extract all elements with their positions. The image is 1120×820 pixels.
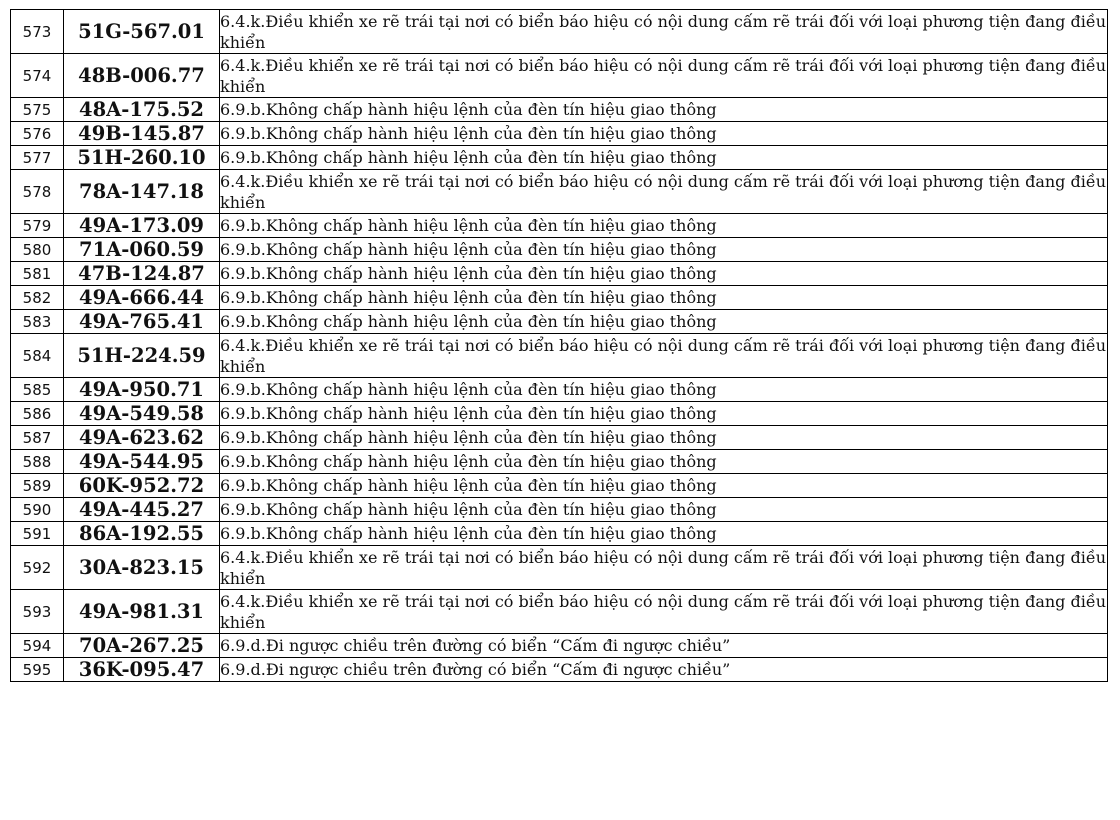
violation-description: 6.4.k.Điều khiển xe rẽ trái tại nơi có biển báo hiệu có nội dung cấm rẽ trái đối với loại phương tiện đang điều khiển xyxy=(220,591,1106,632)
license-plate: 49A-173.09 xyxy=(64,214,220,238)
violations-table xyxy=(10,9,1108,682)
violation-description: 6.9.b.Không chấp hành hiệu lệnh của đèn tín hiệu giao thông xyxy=(220,122,1108,146)
row-number: 595 xyxy=(11,658,64,682)
violation-description: 6.9.b.Không chấp hành hiệu lệnh của đèn tín hiệu giao thông xyxy=(220,146,1108,170)
license-plate: 51H-260.10 xyxy=(64,146,220,170)
row-number: 574 xyxy=(11,54,64,98)
table-row xyxy=(11,402,1108,426)
table-row xyxy=(11,98,1108,122)
violation-description: 6.9.b.Không chấp hành hiệu lệnh của đèn tín hiệu giao thông xyxy=(220,522,1108,546)
violation-description: 6.9.b.Không chấp hành hiệu lệnh của đèn tín hiệu giao thông xyxy=(220,426,1108,450)
row-number: 581 xyxy=(11,262,64,286)
row-number: 585 xyxy=(11,378,64,402)
row-number: 587 xyxy=(11,426,64,450)
row-number: 589 xyxy=(11,474,64,498)
row-number: 578 xyxy=(11,170,64,214)
violation-description: 6.9.b.Không chấp hành hiệu lệnh của đèn tín hiệu giao thông xyxy=(220,498,1108,522)
table-row xyxy=(11,634,1108,658)
row-number: 586 xyxy=(11,402,64,426)
license-plate: 49B-145.87 xyxy=(64,122,220,146)
table-row xyxy=(11,54,1108,98)
license-plate: 78A-147.18 xyxy=(64,170,220,214)
violation-description: 6.9.b.Không chấp hành hiệu lệnh của đèn tín hiệu giao thông xyxy=(220,214,1108,238)
license-plate: 47B-124.87 xyxy=(64,262,220,286)
license-plate: 71A-060.59 xyxy=(64,238,220,262)
table-row xyxy=(11,214,1108,238)
violation-description: 6.9.d.Đi ngược chiều trên đường có biển “Cấm đi ngược chiều” xyxy=(220,634,1108,658)
table-row xyxy=(11,170,1108,214)
row-number: 576 xyxy=(11,122,64,146)
license-plate: 49A-950.71 xyxy=(64,378,220,402)
license-plate: 86A-192.55 xyxy=(64,522,220,546)
row-number: 573 xyxy=(11,10,64,54)
table-row xyxy=(11,498,1108,522)
table-row xyxy=(11,122,1108,146)
row-number: 590 xyxy=(11,498,64,522)
violation-description: 6.9.b.Không chấp hành hiệu lệnh của đèn tín hiệu giao thông xyxy=(220,238,1108,262)
violation-description: 6.9.b.Không chấp hành hiệu lệnh của đèn tín hiệu giao thông xyxy=(220,378,1108,402)
row-number: 588 xyxy=(11,450,64,474)
license-plate: 48B-006.77 xyxy=(64,54,220,98)
table-row xyxy=(11,522,1108,546)
table-row xyxy=(11,310,1108,334)
row-number: 577 xyxy=(11,146,64,170)
license-plate: 48A-175.52 xyxy=(64,98,220,122)
table-row xyxy=(11,334,1108,378)
row-number: 593 xyxy=(11,590,64,634)
license-plate: 51H-224.59 xyxy=(64,334,220,378)
violation-description: 6.4.k.Điều khiển xe rẽ trái tại nơi có biển báo hiệu có nội dung cấm rẽ trái đối với loại phương tiện đang điều khiển xyxy=(220,11,1106,52)
table-row xyxy=(11,378,1108,402)
row-number: 594 xyxy=(11,634,64,658)
table-row xyxy=(11,238,1108,262)
license-plate: 49A-623.62 xyxy=(64,426,220,450)
violation-description: 6.4.k.Điều khiển xe rẽ trái tại nơi có biển báo hiệu có nội dung cấm rẽ trái đối với loại phương tiện đang điều khiển xyxy=(220,547,1106,588)
violation-description: 6.9.b.Không chấp hành hiệu lệnh của đèn tín hiệu giao thông xyxy=(220,98,1108,122)
row-number: 579 xyxy=(11,214,64,238)
row-number: 575 xyxy=(11,98,64,122)
violation-description: 6.4.k.Điều khiển xe rẽ trái tại nơi có biển báo hiệu có nội dung cấm rẽ trái đối với loại phương tiện đang điều khiển xyxy=(220,335,1106,376)
violation-description: 6.9.b.Không chấp hành hiệu lệnh của đèn tín hiệu giao thông xyxy=(220,474,1108,498)
violation-description: 6.4.k.Điều khiển xe rẽ trái tại nơi có biển báo hiệu có nội dung cấm rẽ trái đối với loại phương tiện đang điều khiển xyxy=(220,171,1106,212)
table-row xyxy=(11,658,1108,682)
table-row xyxy=(11,146,1108,170)
row-number: 583 xyxy=(11,310,64,334)
violation-description: 6.4.k.Điều khiển xe rẽ trái tại nơi có biển báo hiệu có nội dung cấm rẽ trái đối với loại phương tiện đang điều khiển xyxy=(220,55,1106,96)
violation-description: 6.9.b.Không chấp hành hiệu lệnh của đèn tín hiệu giao thông xyxy=(220,402,1108,426)
violation-description: 6.9.b.Không chấp hành hiệu lệnh của đèn tín hiệu giao thông xyxy=(220,450,1108,474)
license-plate: 70A-267.25 xyxy=(64,634,220,658)
row-number: 580 xyxy=(11,238,64,262)
table-row xyxy=(11,262,1108,286)
license-plate: 49A-981.31 xyxy=(64,590,220,634)
table-row xyxy=(11,450,1108,474)
row-number: 584 xyxy=(11,334,64,378)
row-number: 582 xyxy=(11,286,64,310)
row-number: 591 xyxy=(11,522,64,546)
license-plate: 36K-095.47 xyxy=(64,658,220,682)
table-row xyxy=(11,474,1108,498)
violation-description: 6.9.b.Không chấp hành hiệu lệnh của đèn tín hiệu giao thông xyxy=(220,262,1108,286)
violation-description: 6.9.b.Không chấp hành hiệu lệnh của đèn tín hiệu giao thông xyxy=(220,310,1108,334)
license-plate: 30A-823.15 xyxy=(64,546,220,590)
license-plate: 49A-544.95 xyxy=(64,450,220,474)
table-row xyxy=(11,426,1108,450)
license-plate: 49A-765.41 xyxy=(64,310,220,334)
license-plate: 51G-567.01 xyxy=(64,10,220,54)
row-number: 592 xyxy=(11,546,64,590)
table-row xyxy=(11,286,1108,310)
table-row xyxy=(11,10,1108,54)
table-row xyxy=(11,546,1108,590)
license-plate: 49A-666.44 xyxy=(64,286,220,310)
license-plate: 60K-952.72 xyxy=(64,474,220,498)
violation-description: 6.9.b.Không chấp hành hiệu lệnh của đèn tín hiệu giao thông xyxy=(220,286,1108,310)
violation-description: 6.9.d.Đi ngược chiều trên đường có biển “Cấm đi ngược chiều” xyxy=(220,658,1108,682)
license-plate: 49A-549.58 xyxy=(64,402,220,426)
table-row xyxy=(11,590,1108,634)
license-plate: 49A-445.27 xyxy=(64,498,220,522)
